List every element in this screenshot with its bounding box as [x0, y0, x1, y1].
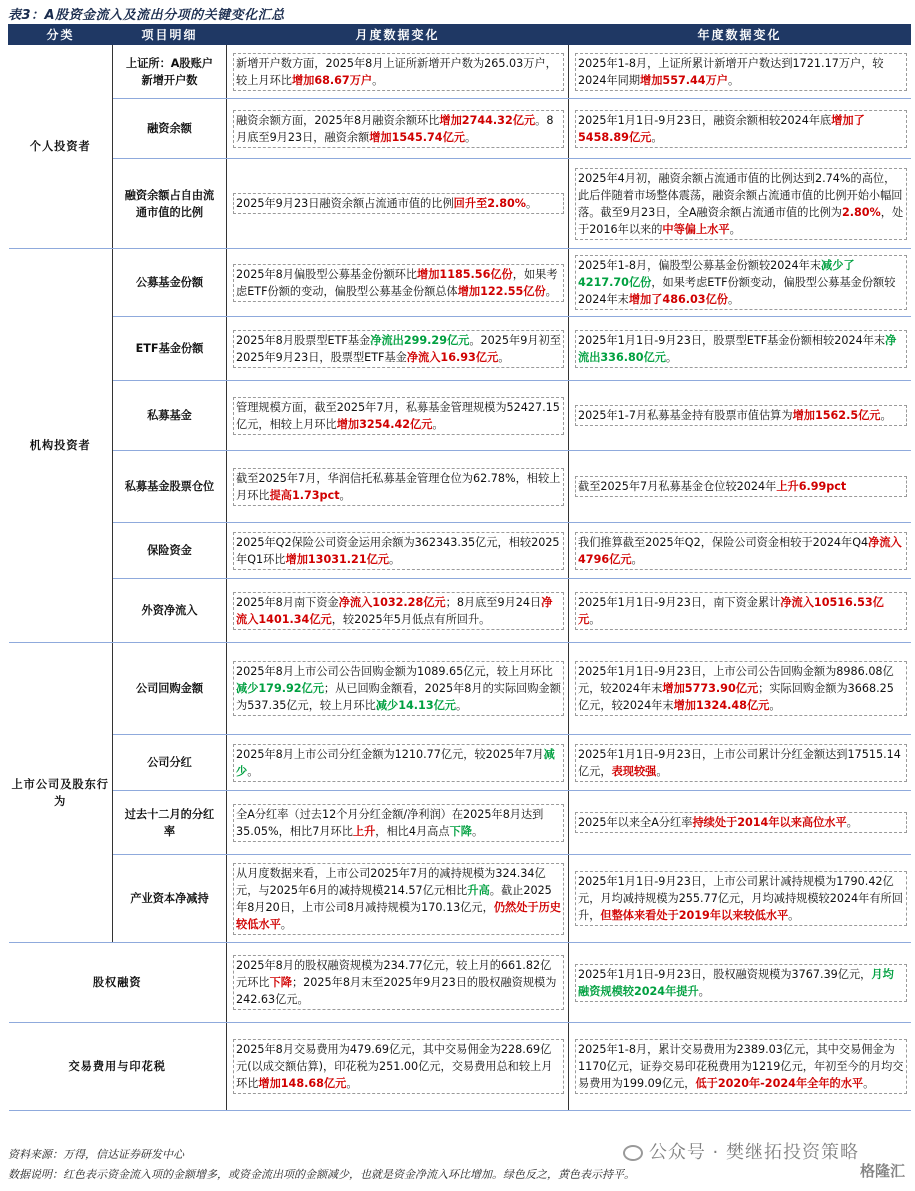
source-note: 资料来源：万得，信达证券研发中心 [8, 1148, 184, 1161]
highlight-red: 仍然处于历史较低水平 [236, 900, 561, 931]
monthly-cell [227, 643, 569, 735]
annual-cell [569, 523, 911, 579]
text-segment: 截至2025年7月，华润信托私募基金管理仓位为62.78%，相较上月环比 [236, 471, 561, 502]
highlight-green: 净流出299.29亿元 [370, 333, 470, 347]
highlight-red: 增加1324.48亿元 [673, 699, 770, 712]
table-row [9, 1023, 911, 1111]
highlight-red: 增加1545.74亿元 [369, 130, 465, 144]
text-segment: 。 [464, 130, 477, 144]
table-row [9, 855, 911, 943]
highlight-green: 减少 [236, 747, 555, 778]
watermark [623, 1138, 859, 1164]
text-segment: 。 [247, 764, 259, 778]
highlight-red: 净流入1401.34亿元 [236, 595, 553, 626]
monthly-cell [227, 735, 569, 791]
table-title: 表3：A股资金流入及流出分项的关键变化汇总 [8, 8, 285, 23]
text-segment: 。 [545, 284, 557, 298]
item-cell: 保险资金 [113, 523, 227, 579]
monthly-cell [227, 45, 569, 99]
highlight-red: 增加13031.21亿元 [285, 552, 389, 566]
table-row [9, 791, 911, 855]
category-cell: 上市公司及股东行为 [9, 643, 113, 943]
monthly-text [233, 53, 564, 91]
text-segment: 。 [389, 552, 401, 566]
category-cell: 交易费用与印花税 [9, 1023, 227, 1111]
highlight-red: 增加122.55亿份 [457, 284, 546, 298]
highlight-red: 中等偏上水平 [662, 222, 730, 236]
highlight-red: 上升6.99pct [776, 480, 847, 493]
highlight-red: 低于2020年-2024年全年的水平 [695, 1077, 864, 1090]
text-segment: 截至2025年7月私募基金仓位较2024年 [578, 480, 777, 493]
item-cell: 融资余额 [113, 99, 227, 159]
text-segment: 。 [372, 73, 384, 87]
monthly-cell [227, 855, 569, 943]
table-header-row [9, 25, 911, 45]
table-row [9, 381, 911, 451]
text-segment: 我们推算截至2025年Q2，保险公司资金相较于2024年Q4 [578, 535, 869, 549]
text-segment: ；从已回购金额看，2025年8月的实际回购金额为537.35亿元，较上月环比 [236, 682, 561, 712]
highlight-red: 表现较强 [611, 764, 657, 778]
table-row [9, 451, 911, 523]
highlight-red: 持续处于2014年以来高位水平 [692, 816, 847, 829]
annual-cell [569, 317, 911, 381]
table-row [9, 943, 911, 1023]
annual-cell [569, 381, 911, 451]
annual-text [575, 53, 907, 91]
monthly-text [233, 110, 564, 148]
text-segment: 。 [698, 984, 710, 998]
annual-text [575, 661, 907, 716]
text-segment: 。 [280, 917, 292, 931]
annual-cell [569, 1023, 911, 1111]
item-cell: 融资余额占自由流通市值的比例 [113, 159, 227, 249]
item-cell: 产业资本净减持 [113, 855, 227, 943]
annual-text [575, 168, 907, 240]
text-segment: 2025年8月的股权融资规模为234.77亿元，较上月的661.82亿元环比 [236, 959, 552, 989]
annual-text [575, 812, 907, 833]
monthly-cell [227, 579, 569, 643]
text-segment: ；实际回购金额为3668.25亿元，较2024年末 [578, 682, 894, 712]
monthly-cell [227, 99, 569, 159]
text-segment: 2025年1月1日-9月23日，上市公司公告回购金额为8986.08亿元，较2024年末 [578, 665, 894, 695]
text-segment: 2025年1-8月，偏股型公募基金份额较2024年末 [578, 259, 822, 272]
highlight-red: 回升至2.80% [453, 197, 527, 210]
text-segment: 2025年4月初，融资余额占流通市值的比例达到2.74%的高位，此后伴随着市场整体震荡，融资余额占流通市值的比例开始小幅回落。截至9月23日，全A融资余额占流通市值的比例为 [578, 171, 903, 219]
item-cell: 公司分红 [113, 735, 227, 791]
highlight-red: 增加5773.90亿元 [662, 682, 759, 695]
text-segment: 。 [346, 1077, 358, 1090]
monthly-text [233, 955, 564, 1010]
annual-text [575, 405, 907, 426]
text-segment: 。 [727, 73, 740, 87]
text-segment: 。 [727, 293, 740, 306]
text-segment: 。 [769, 699, 781, 712]
logo: 格隆汇 [859, 1162, 905, 1180]
text-segment: 。 [880, 409, 892, 422]
text-segment: 全A分红率（过去12个月分红金额/净利润）在2025年8月达到35.05%，相比7月环比 [236, 807, 544, 838]
annual-cell [569, 791, 911, 855]
highlight-red: 净流入10516.53亿元 [578, 595, 884, 626]
category-cell: 股权融资 [9, 943, 227, 1023]
text-segment: 。 [631, 552, 643, 566]
annual-text [575, 744, 907, 782]
annual-cell [569, 579, 911, 643]
monthly-cell [227, 943, 569, 1023]
text-segment: 。 [432, 417, 444, 431]
text-segment: 2025年1-8月，累计交易费用为2389.03亿元，其中交易佣金为1170亿元，证券交易印花税费用为1219亿元，年初至今的月均交易费用为199.09亿元， [578, 1043, 904, 1090]
monthly-cell [227, 791, 569, 855]
text-segment: 2025年8月南下资金 [236, 595, 339, 609]
highlight-red: 下降 [269, 976, 292, 989]
annual-cell [569, 855, 911, 943]
item-cell: 外资净流入 [113, 579, 227, 643]
text-segment: 。 [589, 612, 601, 626]
text-segment: 2025年1月1日-9月23日，股票型ETF基金份额相较2024年末 [578, 333, 886, 347]
text-segment: 2025年1月1日-9月23日，上市公司累计减持规模为1790.42亿元，月均减持规模为255.77亿元，月均减持规模较2024年有所回升， [578, 875, 903, 922]
text-segment: 2025年1-8月，上证所累计新增开户数达到1721.17万户，较2024年同期 [578, 56, 884, 87]
annual-text [575, 532, 907, 570]
highlight-red: 净流入16.93亿元 [406, 350, 499, 364]
annual-cell [569, 99, 911, 159]
monthly-text [233, 193, 564, 214]
watermark-text: 公众号 · 樊继拓投资策略 [648, 1142, 859, 1163]
highlight-red: 净流入4796亿元 [578, 535, 902, 566]
category-cell: 个人投资者 [9, 45, 113, 249]
annual-text [575, 592, 907, 630]
table-row [9, 735, 911, 791]
item-cell: 上证所：A股账户新增开户数 [113, 45, 227, 99]
table-row [9, 45, 911, 99]
table-row [9, 249, 911, 317]
table-row [9, 523, 911, 579]
header-category: 分类 [9, 25, 113, 45]
text-segment: 2025年8月交易费用为479.69亿元，其中交易佣金为228.69亿元(以成交额估算)，印花税为251.00亿元，交易费用总和较上月环比 [236, 1043, 553, 1090]
text-segment: 从月度数据来看，上市公司2025年7月的减持规模为324.34亿元，与2025年6月的减持规模214.57亿元相比 [236, 866, 546, 897]
annual-text [575, 964, 907, 1002]
data-note: 数据说明：红色表示资金流入项的金额增多，或资金流出项的金额减少，也就是资金净流入环比增加。绿色反之，黄色表示持平。 [8, 1168, 635, 1181]
highlight-red: 增加557.44万户 [640, 73, 728, 87]
text-segment: 。截止2025年8月20日，上市公司8月减持规模为170.13亿元， [236, 883, 552, 914]
item-cell: 公司回购金额 [113, 643, 227, 735]
highlight-green: 减少14.13亿元 [375, 699, 456, 712]
text-segment: 。 [729, 222, 741, 236]
annual-text [575, 330, 907, 368]
item-cell: 过去十二月的分红率 [113, 791, 227, 855]
monthly-cell [227, 249, 569, 317]
text-segment: 。8月底至9月23日，融资余额 [236, 113, 554, 144]
highlight-red: 2.80% [841, 205, 881, 219]
text-segment: ，较2025年5月低点有所回升。 [331, 612, 491, 626]
monthly-text [233, 1039, 564, 1094]
text-segment: ；8月底至9月24日 [445, 595, 542, 609]
item-cell: ETF基金份额 [113, 317, 227, 381]
monthly-cell [227, 317, 569, 381]
highlight-red: 净流入1032.28亿元 [338, 595, 446, 609]
text-segment: ；2025年8月末至2025年9月23日的股权融资规模为242.63亿元。 [236, 976, 557, 1006]
annual-text [575, 1039, 907, 1094]
text-segment: 2025年1月1日-9月23日，上市公司累计分红金额达到17515.14亿元， [578, 747, 901, 778]
text-segment: 。 [471, 824, 484, 838]
highlight-green: 下降 [449, 824, 472, 838]
text-segment: 2025年9月23日融资余额占流通市值的比例 [236, 197, 454, 210]
text-segment: 。 [455, 699, 468, 712]
highlight-red: 增加68.67万户 [291, 73, 373, 87]
highlight-red: 但整体来看处于2019年以来较低水平 [600, 909, 789, 922]
monthly-text [233, 468, 564, 506]
text-segment: ，如果考虑ETF份额变动，偏股型公募基金份额较2024年末 [578, 276, 896, 306]
highlight-red: 增加了486.03亿份 [628, 293, 728, 306]
table-row [9, 159, 911, 249]
monthly-text [233, 744, 564, 782]
header-annual: 年度数据变化 [569, 25, 911, 45]
text-segment: ，处于2016年以来的 [578, 205, 904, 236]
table-row [9, 579, 911, 643]
header-item: 项目明细 [113, 25, 227, 45]
annual-cell [569, 451, 911, 523]
text-segment: 2025年1-7月私募基金持有股票市值估算为 [578, 409, 793, 422]
highlight-red: 上升 [352, 824, 376, 838]
text-segment: 。 [788, 909, 800, 922]
text-segment: 2025年以来全A分红率 [578, 816, 693, 829]
item-cell: 私募基金股票仓位 [113, 451, 227, 523]
table-row [9, 643, 911, 735]
annual-cell [569, 45, 911, 99]
monthly-cell [227, 381, 569, 451]
annual-text [575, 871, 907, 926]
annual-text [575, 110, 907, 148]
monthly-cell [227, 159, 569, 249]
summary-table [8, 24, 911, 1111]
annual-text [575, 476, 907, 497]
monthly-text [233, 264, 564, 302]
text-segment: 2025年8月偏股型公募基金份额环比 [236, 267, 418, 281]
text-segment: 。 [526, 197, 538, 210]
header-monthly: 月度数据变化 [227, 25, 569, 45]
annual-cell [569, 735, 911, 791]
monthly-text [233, 397, 564, 435]
monthly-cell [227, 1023, 569, 1111]
text-segment: 2025年8月上市公司分红金额为1210.77亿元，较2025年7月 [236, 747, 544, 761]
monthly-cell [227, 523, 569, 579]
text-segment: 融资余额方面，2025年8月融资余额环比 [236, 113, 440, 127]
text-segment: 2025年Q2保险公司资金运用余额为362343.35亿元，相较2025年Q1环比 [236, 535, 560, 566]
monthly-text [233, 592, 564, 630]
table-body [9, 45, 911, 1111]
monthly-cell [227, 451, 569, 523]
text-segment: ，相比4月高点 [375, 824, 450, 838]
text-segment: 。2025年9月初至2025年9月23日，股票型ETF基金 [236, 333, 561, 364]
highlight-red: 增加3254.42亿元 [336, 417, 433, 431]
highlight-green: 减少179.92亿元 [236, 682, 324, 695]
highlight-red: 增加1562.5亿元 [792, 409, 881, 422]
highlight-green: 净流出336.80亿元 [578, 333, 897, 364]
annual-cell [569, 643, 911, 735]
table-row [9, 99, 911, 159]
text-segment: 2025年1月1日-9月23日，股权融资规模为3767.39亿元， [578, 967, 872, 981]
annual-cell [569, 159, 911, 249]
highlight-green: 减少了4217.70亿份 [578, 259, 855, 289]
text-segment: 2025年1月1日-9月23日，融资余额相较2024年底 [578, 113, 832, 127]
text-segment: 2025年8月上市公司公告回购金额为1089.65亿元，较上月环比 [236, 665, 553, 678]
annual-text [575, 255, 907, 310]
highlight-green: 升高 [467, 883, 490, 897]
monthly-text [233, 661, 564, 716]
highlight-red: 增加2744.32亿元 [439, 113, 536, 127]
highlight-green: 月均融资规模较2024年提升 [578, 967, 894, 998]
highlight-red: 增加148.68亿元 [258, 1077, 347, 1090]
text-segment: 。 [846, 816, 858, 829]
text-segment: 2025年1月1日-9月23日，南下资金累计 [578, 595, 781, 609]
text-segment: 管理规模方面，截至2025年7月，私募基金管理规模为52427.15亿元，相较上月环比 [236, 400, 560, 431]
annual-cell [569, 943, 911, 1023]
table-row [9, 317, 911, 381]
item-cell: 私募基金 [113, 381, 227, 451]
monthly-text [233, 532, 564, 570]
monthly-text [233, 330, 564, 368]
text-segment: 。 [656, 764, 668, 778]
wechat-icon [623, 1145, 643, 1161]
highlight-red: 增加1185.56亿份 [417, 267, 513, 281]
text-segment: 。 [863, 1077, 875, 1090]
highlight-red: 提高1.73pct [269, 488, 340, 502]
category-cell: 机构投资者 [9, 249, 113, 643]
annual-cell [569, 249, 911, 317]
text-segment: 2025年8月股票型ETF基金 [236, 333, 371, 347]
item-cell: 公募基金份额 [113, 249, 227, 317]
text-segment: ，如果考虑ETF份额的变动，偏股型公募基金份额总体 [236, 267, 558, 298]
monthly-text [233, 863, 564, 935]
text-segment: 。 [339, 488, 351, 502]
monthly-text [233, 804, 564, 842]
text-segment: 。 [651, 130, 663, 144]
highlight-red: 增加了5458.89亿元 [578, 113, 865, 144]
text-segment: 新增开户数方面，2025年8月上证所新增开户数为265.03万户，较上月环比 [236, 56, 557, 87]
text-segment: 。 [498, 350, 510, 364]
text-segment: 。 [665, 350, 678, 364]
